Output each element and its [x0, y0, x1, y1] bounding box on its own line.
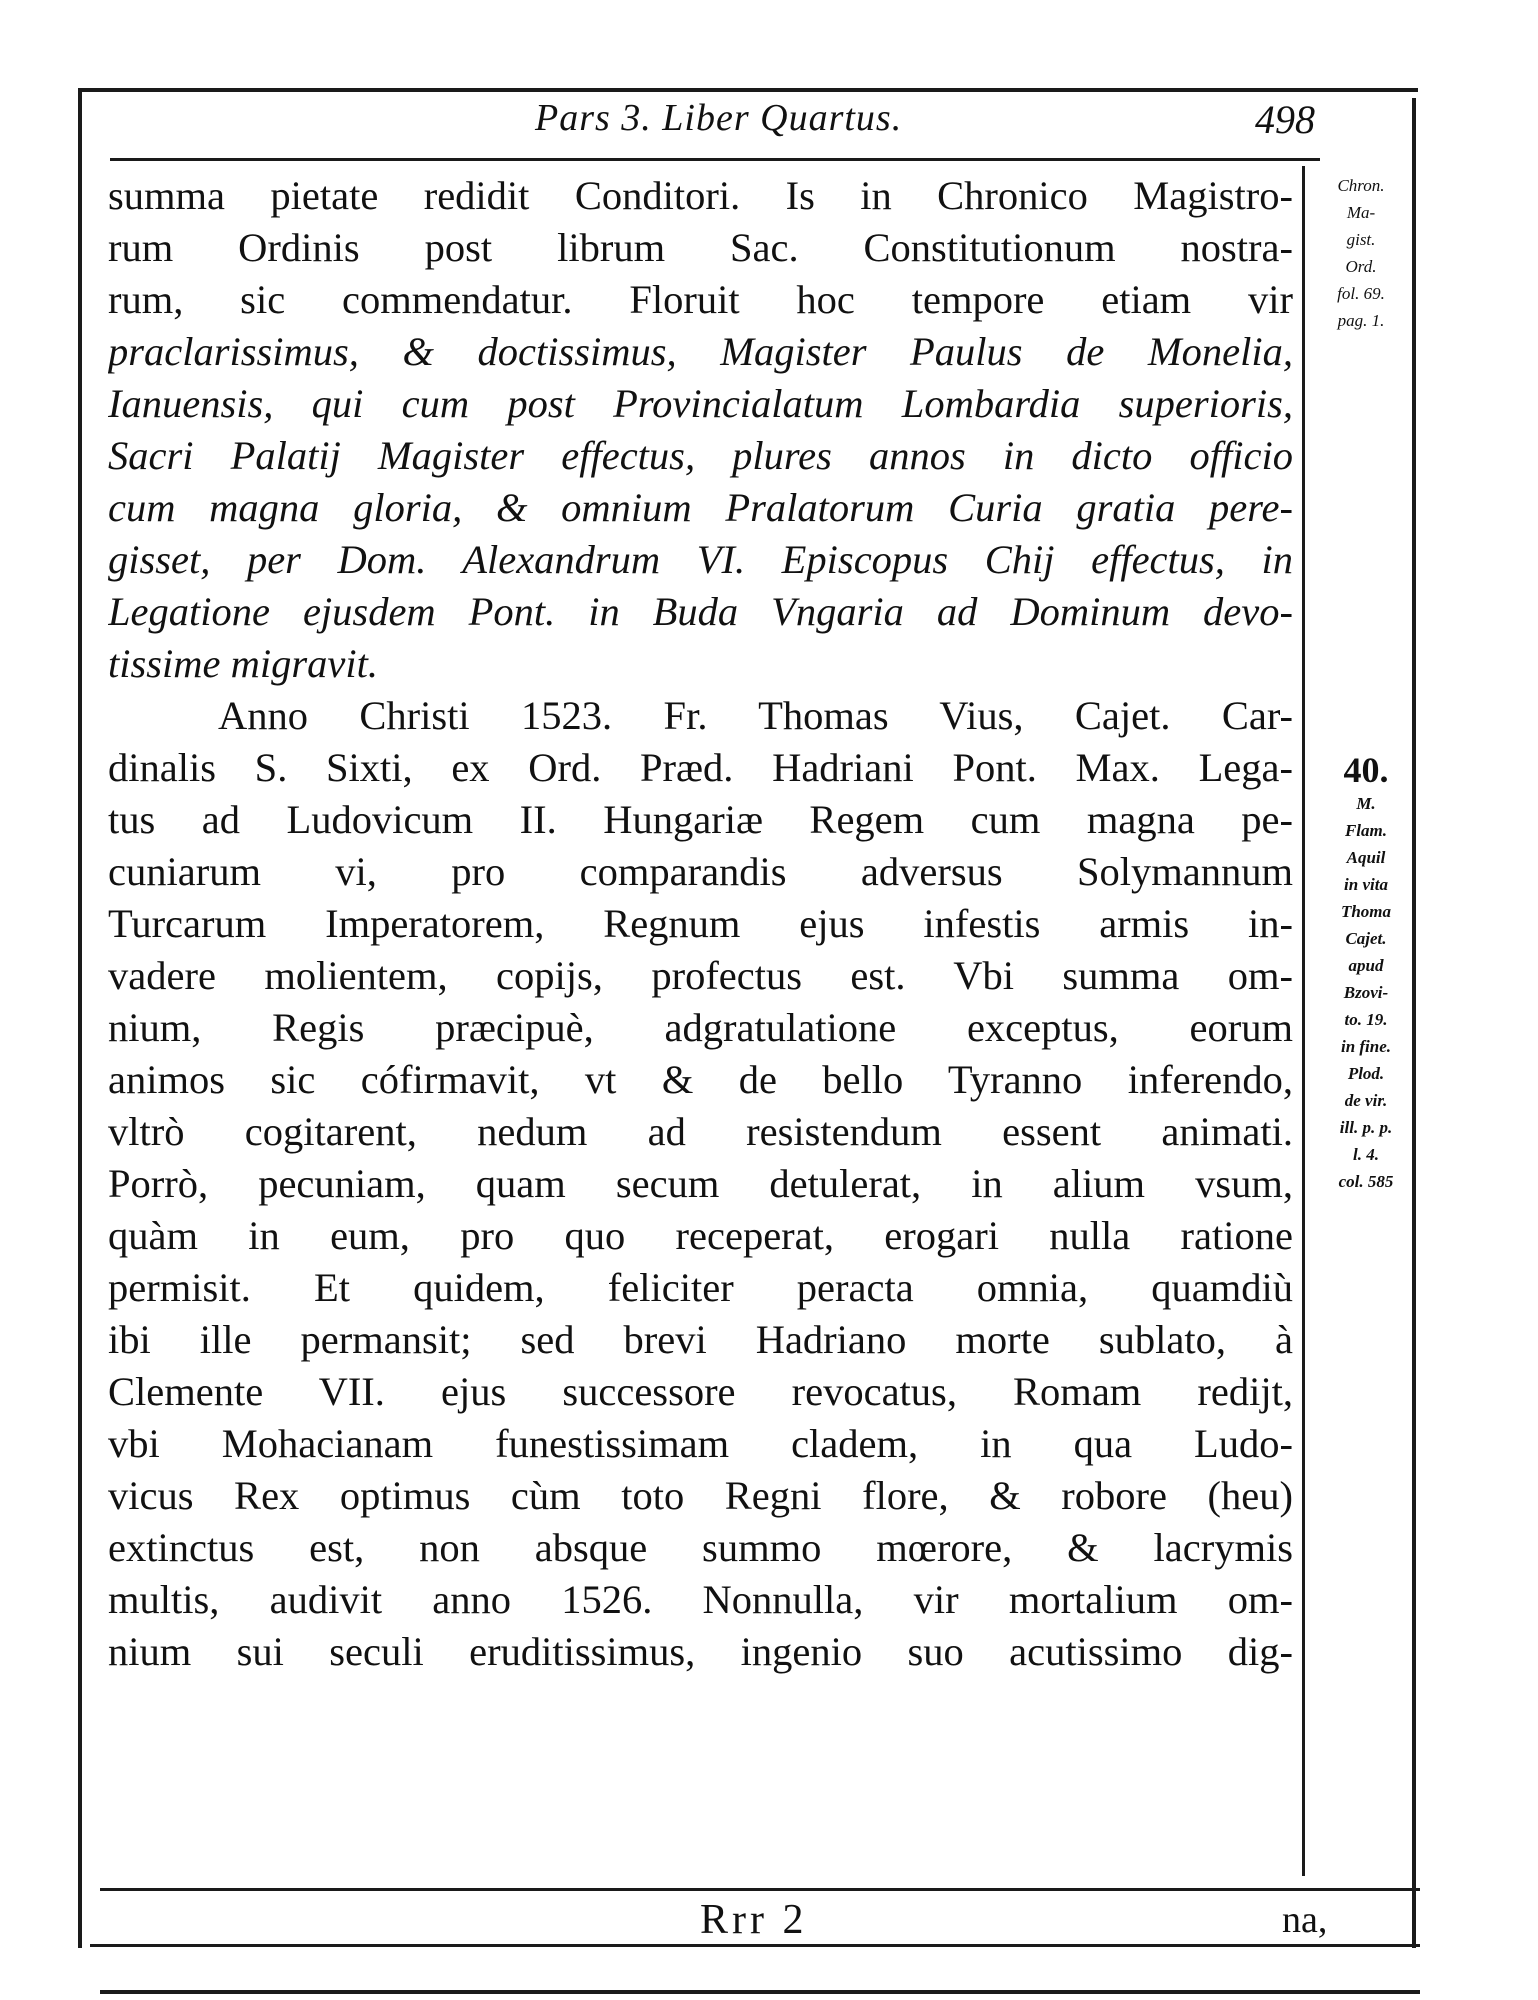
text-line: cum magna gloria, & omnium Pralatorum Curia gratia pere-: [108, 485, 1293, 530]
text-line: summa pietate redidit Conditori. Is in Chronico Magistro-: [108, 173, 1293, 218]
text-line: nium, Regis præcipuè, adgratulatione exceptus, eorum: [108, 1005, 1293, 1050]
margin-note-line: to. 19.: [1344, 1010, 1388, 1029]
text-line: praclarissimus, & doctissimus, Magister Paulus de Monelia,: [108, 329, 1293, 374]
text-line: Clemente VII. ejus successore revocatus, Romam redijt,: [108, 1369, 1293, 1414]
margin-note-line: l. 4.: [1353, 1145, 1379, 1164]
text-line: tissime migravit.: [108, 641, 378, 686]
running-head: Pars 3. Liber Quartus.: [535, 97, 903, 139]
top-frame-rule: [78, 88, 1418, 92]
margin-note-line: de vir.: [1344, 1091, 1388, 1110]
text-line: quàm in eum, pro quo receperat, erogari nulla ratione: [108, 1213, 1293, 1258]
text-line: Legatione ejusdem Pont. in Buda Vngaria ad Dominum devo-: [108, 589, 1293, 634]
text-line: ibi ille permansit; sed brevi Hadriano morte sublato, à: [108, 1317, 1293, 1362]
margin-note-line: gist.: [1346, 230, 1376, 249]
text-line: extinctus est, non absque summo mœrore, & lacrymis: [108, 1525, 1293, 1570]
margin-note-line: apud: [1348, 956, 1384, 975]
margin-note-line: Plod.: [1347, 1064, 1385, 1083]
text-line: animos sic cófirmavit, vt & de bello Tyranno inferendo,: [108, 1057, 1293, 1102]
footer-middle-rule: [90, 1944, 1420, 1947]
margin-note-line: pag. 1.: [1337, 311, 1385, 330]
margin-note-line: Flam.: [1344, 821, 1388, 840]
signature-mark: Rrr 2: [700, 1897, 808, 1943]
margin-note-line: Bzovi-: [1343, 983, 1389, 1002]
text-line: dinalis S. Sixti, ex Ord. Præd. Hadriani Pont. Max. Lega-: [108, 745, 1293, 790]
margin-note-line: Cajet.: [1345, 929, 1387, 948]
text-line: Anno Christi 1523. Fr. Thomas Vius, Cajet. Car-: [218, 693, 1293, 738]
text-line: vicus Rex optimus cùm toto Regni flore, & robore (heu): [108, 1473, 1293, 1518]
margin-note-line: Ord.: [1345, 257, 1377, 276]
text-line: vltrò cogitarent, nedum ad resistendum essent animati.: [108, 1109, 1293, 1154]
margin-note-line: Thoma: [1340, 902, 1392, 921]
text-line: Ianuensis, qui cum post Provincialatum Lombardia superioris,: [108, 381, 1293, 426]
text-line: Turcarum Imperatorem, Regnum ejus infestis armis in-: [108, 901, 1293, 946]
body-text: [108, 170, 1293, 1678]
text-line: permisit. Et quidem, feliciter peracta omnia, quamdiù: [108, 1265, 1293, 1310]
text-line: tus ad Ludovicum II. Hungariæ Regem cum magna pe-: [108, 797, 1293, 842]
margin-note-citation: [1316, 750, 1416, 1195]
margin-note-line: Aquil: [1346, 848, 1386, 867]
text-margin-rule: [1302, 166, 1305, 1876]
text-line: rum Ordinis post librum Sac. Constitutionum nostra-: [108, 225, 1293, 270]
margin-note-line: Chron.: [1337, 176, 1385, 195]
margin-note-line: ill. p. p.: [1339, 1118, 1393, 1137]
text-line: gisset, per Dom. Alexandrum VI. Episcopus Chij effectus, in: [108, 537, 1293, 582]
footer-bottom-rule: [100, 1990, 1420, 1994]
margin-note-line: in vita: [1344, 875, 1388, 894]
text-line: multis, audivit anno 1526. Nonnulla, vir mortalium om-: [108, 1577, 1293, 1622]
text-line: Sacri Palatij Magister effectus, plures annos in dicto officio: [108, 433, 1293, 478]
footer-top-rule: [100, 1888, 1420, 1891]
catchword: na,: [1282, 1899, 1328, 1941]
margin-note-line: Ma-: [1346, 203, 1376, 222]
left-frame-rule: [78, 88, 82, 1948]
margin-note-line: fol. 69.: [1337, 284, 1385, 303]
margin-note-chronicle: [1312, 172, 1410, 334]
margin-note-number: 40.: [1343, 750, 1389, 790]
text-line: cuniarum vi, pro comparandis adversus Solymannum: [108, 849, 1293, 894]
margin-note-line: col. 585: [1338, 1172, 1394, 1191]
text-line: Porrò, pecuniam, quam secum detulerat, in alium vsum,: [108, 1161, 1293, 1206]
page-number: 498: [1255, 97, 1315, 142]
margin-note-line: M.: [1356, 794, 1376, 813]
text-line: vadere molientem, copijs, profectus est. Vbi summa om-: [108, 953, 1293, 998]
text-line: vbi Mohacianam funestissimam cladem, in qua Ludo-: [108, 1421, 1293, 1466]
text-line: nium sui seculi eruditissimus, ingenio suo acutissimo dig-: [108, 1629, 1293, 1674]
header-rule: [110, 158, 1320, 161]
text-line: rum, sic commendatur. Floruit hoc tempore etiam vir: [108, 277, 1293, 322]
margin-note-line: in fine.: [1340, 1037, 1392, 1056]
